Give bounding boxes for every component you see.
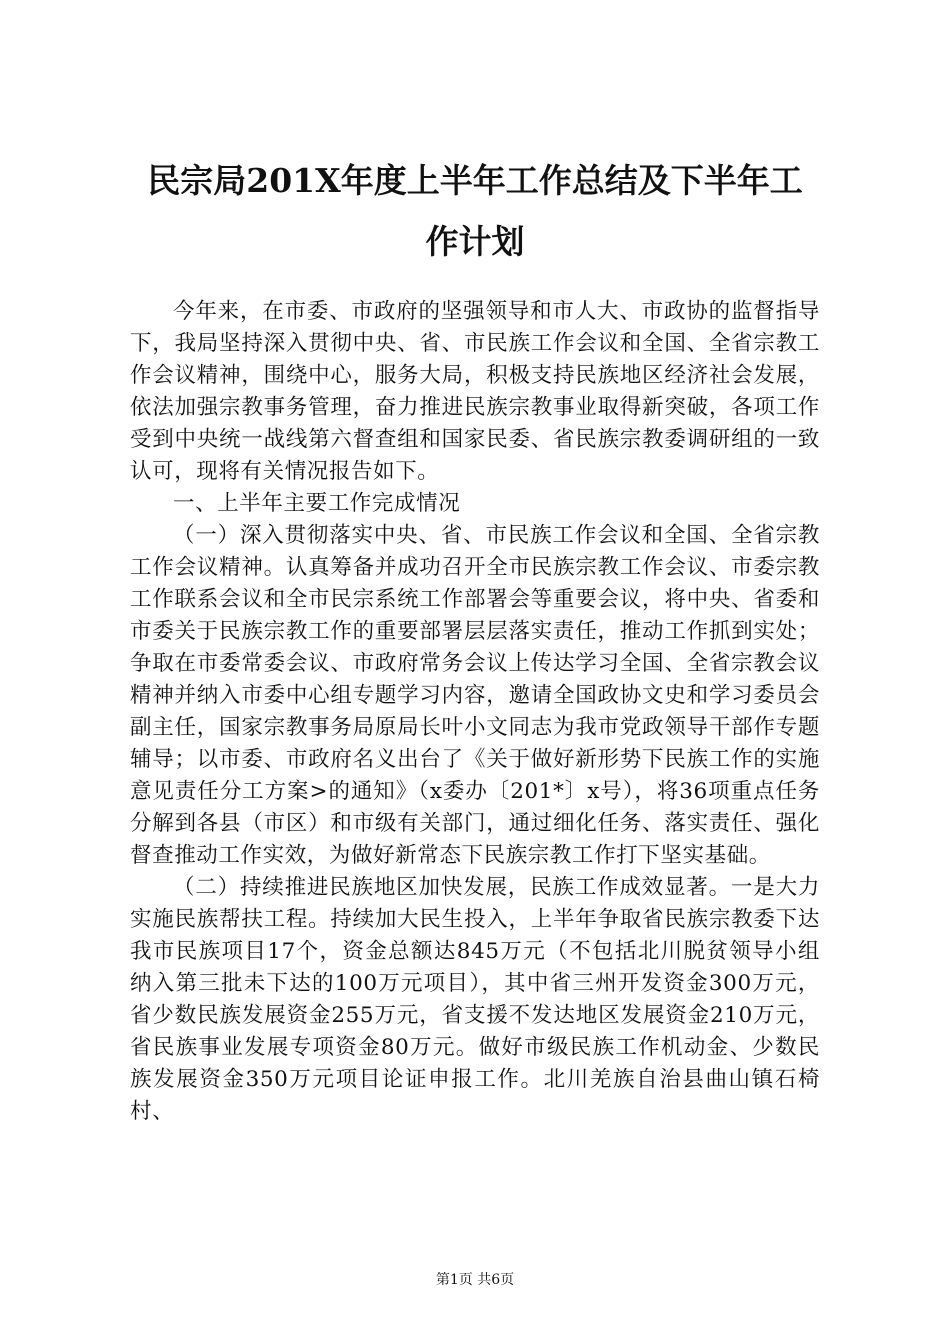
document-title-line-2: 作计划 [425, 222, 525, 261]
body-paragraph: （二）持续推进民族地区加快发展，民族工作成效显著。一是大力实施民族帮扶工程。持续加大民生投入，上半年争取省民族宗教委下达我市民族项目17个，资金总额达845万元（不包括北川脱贫领导小组纳入第三批未下达的100万元项目），其中省三州开发资金300万元，省少数民族发展资金255万元，省支援不发达地区发展资金210万元，省民族事业发展专项资金80万元。做好市级民族工作机动金、少数民族发展资金350万元项目论证申报工作。北川羌族自治县曲山镇石椅村、 [130, 875, 820, 1124]
body-paragraph: （一）深入贯彻落实中央、省、市民族工作会议和全国、全省宗教工作会议精神。认真筹备并成功召开全市民族宗教工作会议、市委宗教工作联系会议和全市民宗系统工作部署会等重要会议，将中央、省委和市委关于民族宗教工作的重要部署层层落实责任，推动工作抓到实处；争取在市委常委会议、市政府常务会议上传达学习全国、全省宗教会议精神并纳入市委中心组专题学习内容，邀请全国政协文史和学习委员会副主任，国家宗教事务局原局长叶小文同志为我市党政领导干部作专题辅导；以市委、市政府名义出台了《关于做好新形势下民族工作的实施意见责任分工方案>的通知》（x委办〔201*〕x号），将36项重点任务分解到各县（市区）和市级有关部门，通过细化任务、落实责任、强化督查推动工作实效，为做好新常态下民族宗教工作打下坚实基础。 [130, 523, 820, 868]
section-heading: 一、上半年主要工作完成情况 [173, 491, 461, 516]
page-number-footer: 第1页 共6页 [435, 1272, 515, 1288]
document-title-line-1: 民宗局201X年度上半年工作总结及下半年工 [147, 161, 803, 200]
intro-paragraph: 今年来，在市委、市政府的坚强领导和市人大、市政协的监督指导下，我局坚持深入贯彻中央、省、市民族工作会议和全国、全省宗教工作会议精神，围绕中心，服务大局，积极支持民族地区经济社会发展，依法加强宗教事务管理，奋力推进民族宗教事业取得新突破，各项工作受到中央统一战线第六督查组和国家民委、省民族宗教委调研组的一致认可，现将有关情况报告如下。 [130, 299, 820, 484]
document-body [130, 296, 820, 1128]
